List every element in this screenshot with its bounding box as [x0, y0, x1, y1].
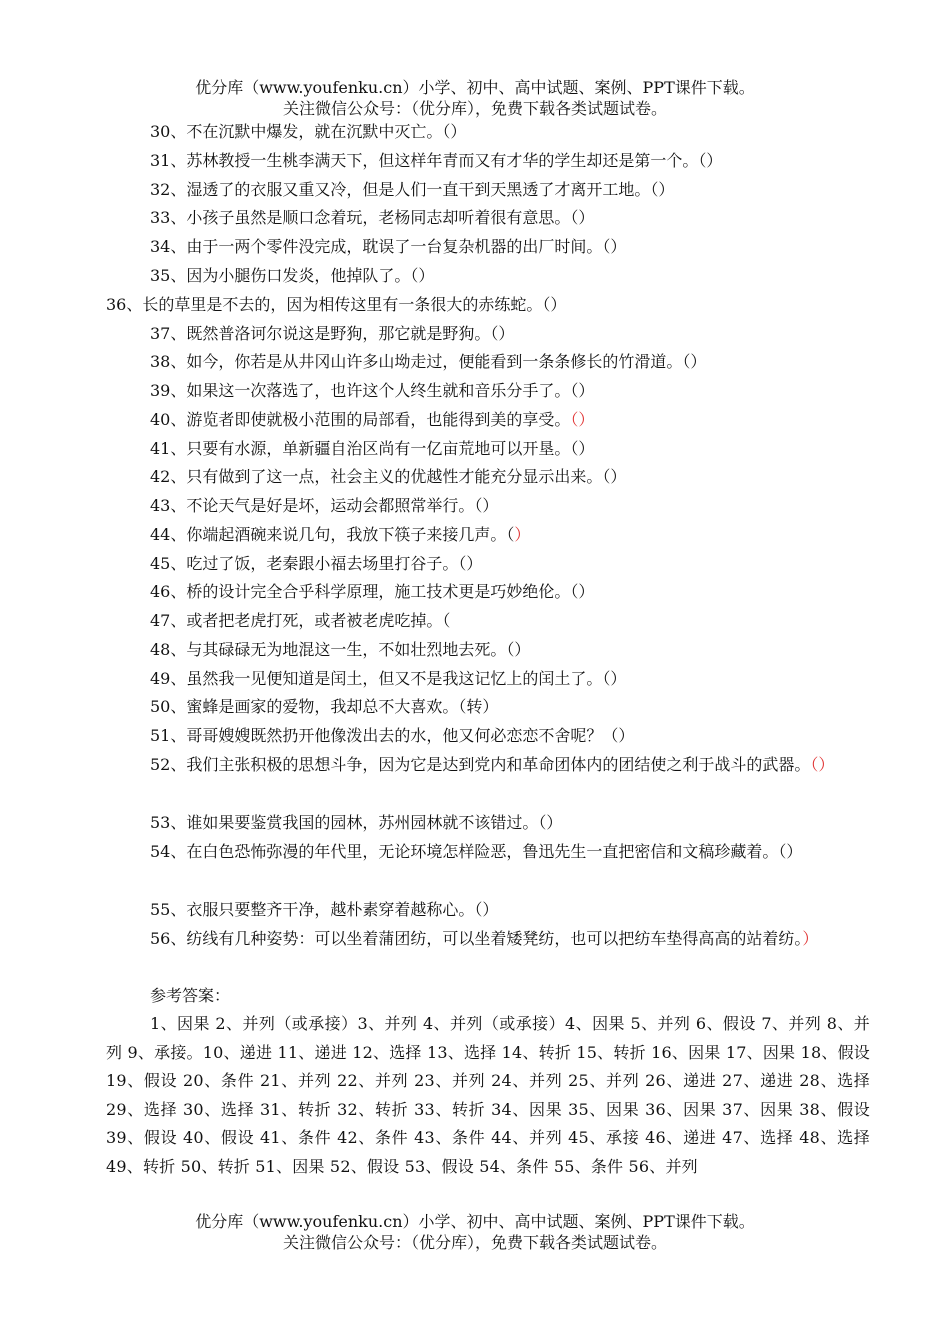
- answers-body: 1、因果 2、并列（或承接）3、并列 4、并列（或承接）4、因果 5、并列 6、假设 7、并列 8、并列 9、承接。10、递进 11、递进 12、选择 13、选择 14、转折 15、转折 16、因果 17、因果 18、假设 19、假设 20、条件 21、并列 22、并列 23、并列 24、并列 25、并列 26、递进 27、递进 28、选择 29、选择 30、选择 31、转折 32、转折 33、转折 34、因果 35、因果 36、因果 37、因果 38、假设 39、假设 40、假设 41、条件 42、条件 43、条件 44、并列 45、承接 46、递进 47、选择 48、选择 49、转折 50、转折 51、因果 52、假设 53、假设 54、条件 55、条件 56、并列: [106, 1014, 870, 1176]
- question-47: 47、或者把老虎打死，或者被老虎吃掉。（: [150, 611, 451, 630]
- question-48: 48、与其碌碌无为地混这一生，不如壮烈地去死。（）: [150, 640, 531, 659]
- question-45: 45、吃过了饭，老秦跟小福去场里打谷子。（）: [150, 554, 483, 573]
- question-51: 51、哥哥嫂嫂既然扔开他像泼出去的水，他又何必恋恋不舍呢？（）: [150, 726, 635, 745]
- question-50: 50、蜜蜂是画家的爱物，我却总不大喜欢。（转）: [150, 697, 499, 716]
- question-52: 52、我们主张积极的思想斗争，因为它是达到党内和革命团体内的团结使之利于战斗的武器。（）: [150, 755, 835, 774]
- question-40: 40、游览者即使就极小范围的局部看，也能得到美的享受。（）: [150, 410, 595, 429]
- question-49: 49、虽然我一见便知道是闰土，但又不是我这记忆上的闰土了。（）: [150, 669, 627, 688]
- question-54: 54、在白色恐怖弥漫的年代里，无论环境怎样险恶，鲁迅先生一直把密信和文稿珍藏着。（）: [150, 842, 803, 861]
- question-34: 34、由于一两个零件没完成，耽误了一台复杂机器的出厂时间。（）: [150, 237, 627, 256]
- question-30: 30、不在沉默中爆发，就在沉默中灭亡。（）: [150, 122, 467, 141]
- question-46: 46、桥的设计完全合乎科学原理，施工技术更是巧妙绝伦。（）: [150, 582, 595, 601]
- question-44: 44、你端起酒碗来说几句，我放下筷子来接几声。（）: [150, 525, 531, 544]
- question-39: 39、如果这一次落选了，也许这个人终生就和音乐分手了。（）: [150, 381, 595, 400]
- red-bracket: ）: [802, 929, 819, 948]
- header-line-2: 关注微信公众号：（优分库），免费下载各类试题试卷。: [282, 99, 667, 118]
- red-bracket: （）: [810, 755, 835, 774]
- red-bracket: ）: [514, 525, 531, 544]
- question-56: 56、纺线有几种姿势：可以坐着蒲团纺，可以坐着矮凳纺，也可以把纺车垫得高高的站着纺。）: [150, 929, 819, 948]
- question-41: 41、只要有水源，单新疆自治区尚有一亿亩荒地可以开垦。（）: [150, 439, 595, 458]
- question-43: 43、不论天气是好是坏，运动会都照常举行。（）: [150, 496, 499, 515]
- answers-title: 参考答案：: [150, 986, 231, 1005]
- question-55: 55、衣服只要整齐干净，越朴素穿着越称心。（）: [150, 900, 499, 919]
- footer-line-2: 关注微信公众号：（优分库），免费下载各类试题试卷。: [282, 1233, 667, 1252]
- red-bracket: （）: [570, 410, 595, 429]
- question-36: 36、长的草里是不去的，因为相传这里有一条很大的赤练蛇。（）: [106, 295, 567, 314]
- question-35: 35、因为小腿伤口发炎，他掉队了。（）: [150, 266, 435, 285]
- question-31: 31、苏林教授一生桃李满天下，但这样年青而又有才华的学生却还是第一个。（）: [150, 151, 723, 170]
- question-37: 37、既然普洛诃尔说这是野狗，那它就是野狗。（）: [150, 324, 515, 343]
- question-33: 33、小孩子虽然是顺口念着玩，老杨同志却听着很有意思。（）: [150, 208, 595, 227]
- question-32: 32、湿透了的衣服又重又冷，但是人们一直干到天黑透了才离开工地。（）: [150, 180, 675, 199]
- header-line-1: 优分库（www.youfenku.cn）小学、初中、高中试题、案例、PPT课件下载。: [195, 78, 755, 97]
- question-42: 42、只有做到了这一点，社会主义的优越性才能充分显示出来。（）: [150, 467, 627, 486]
- question-53: 53、谁如果要鉴赏我国的园林，苏州园林就不该错过。（）: [150, 813, 563, 832]
- footer-line-1: 优分库（www.youfenku.cn）小学、初中、高中试题、案例、PPT课件下载。: [195, 1212, 755, 1231]
- question-38: 38、如今，你若是从井冈山许多山坳走过，便能看到一条条修长的竹滑道。（）: [150, 352, 707, 371]
